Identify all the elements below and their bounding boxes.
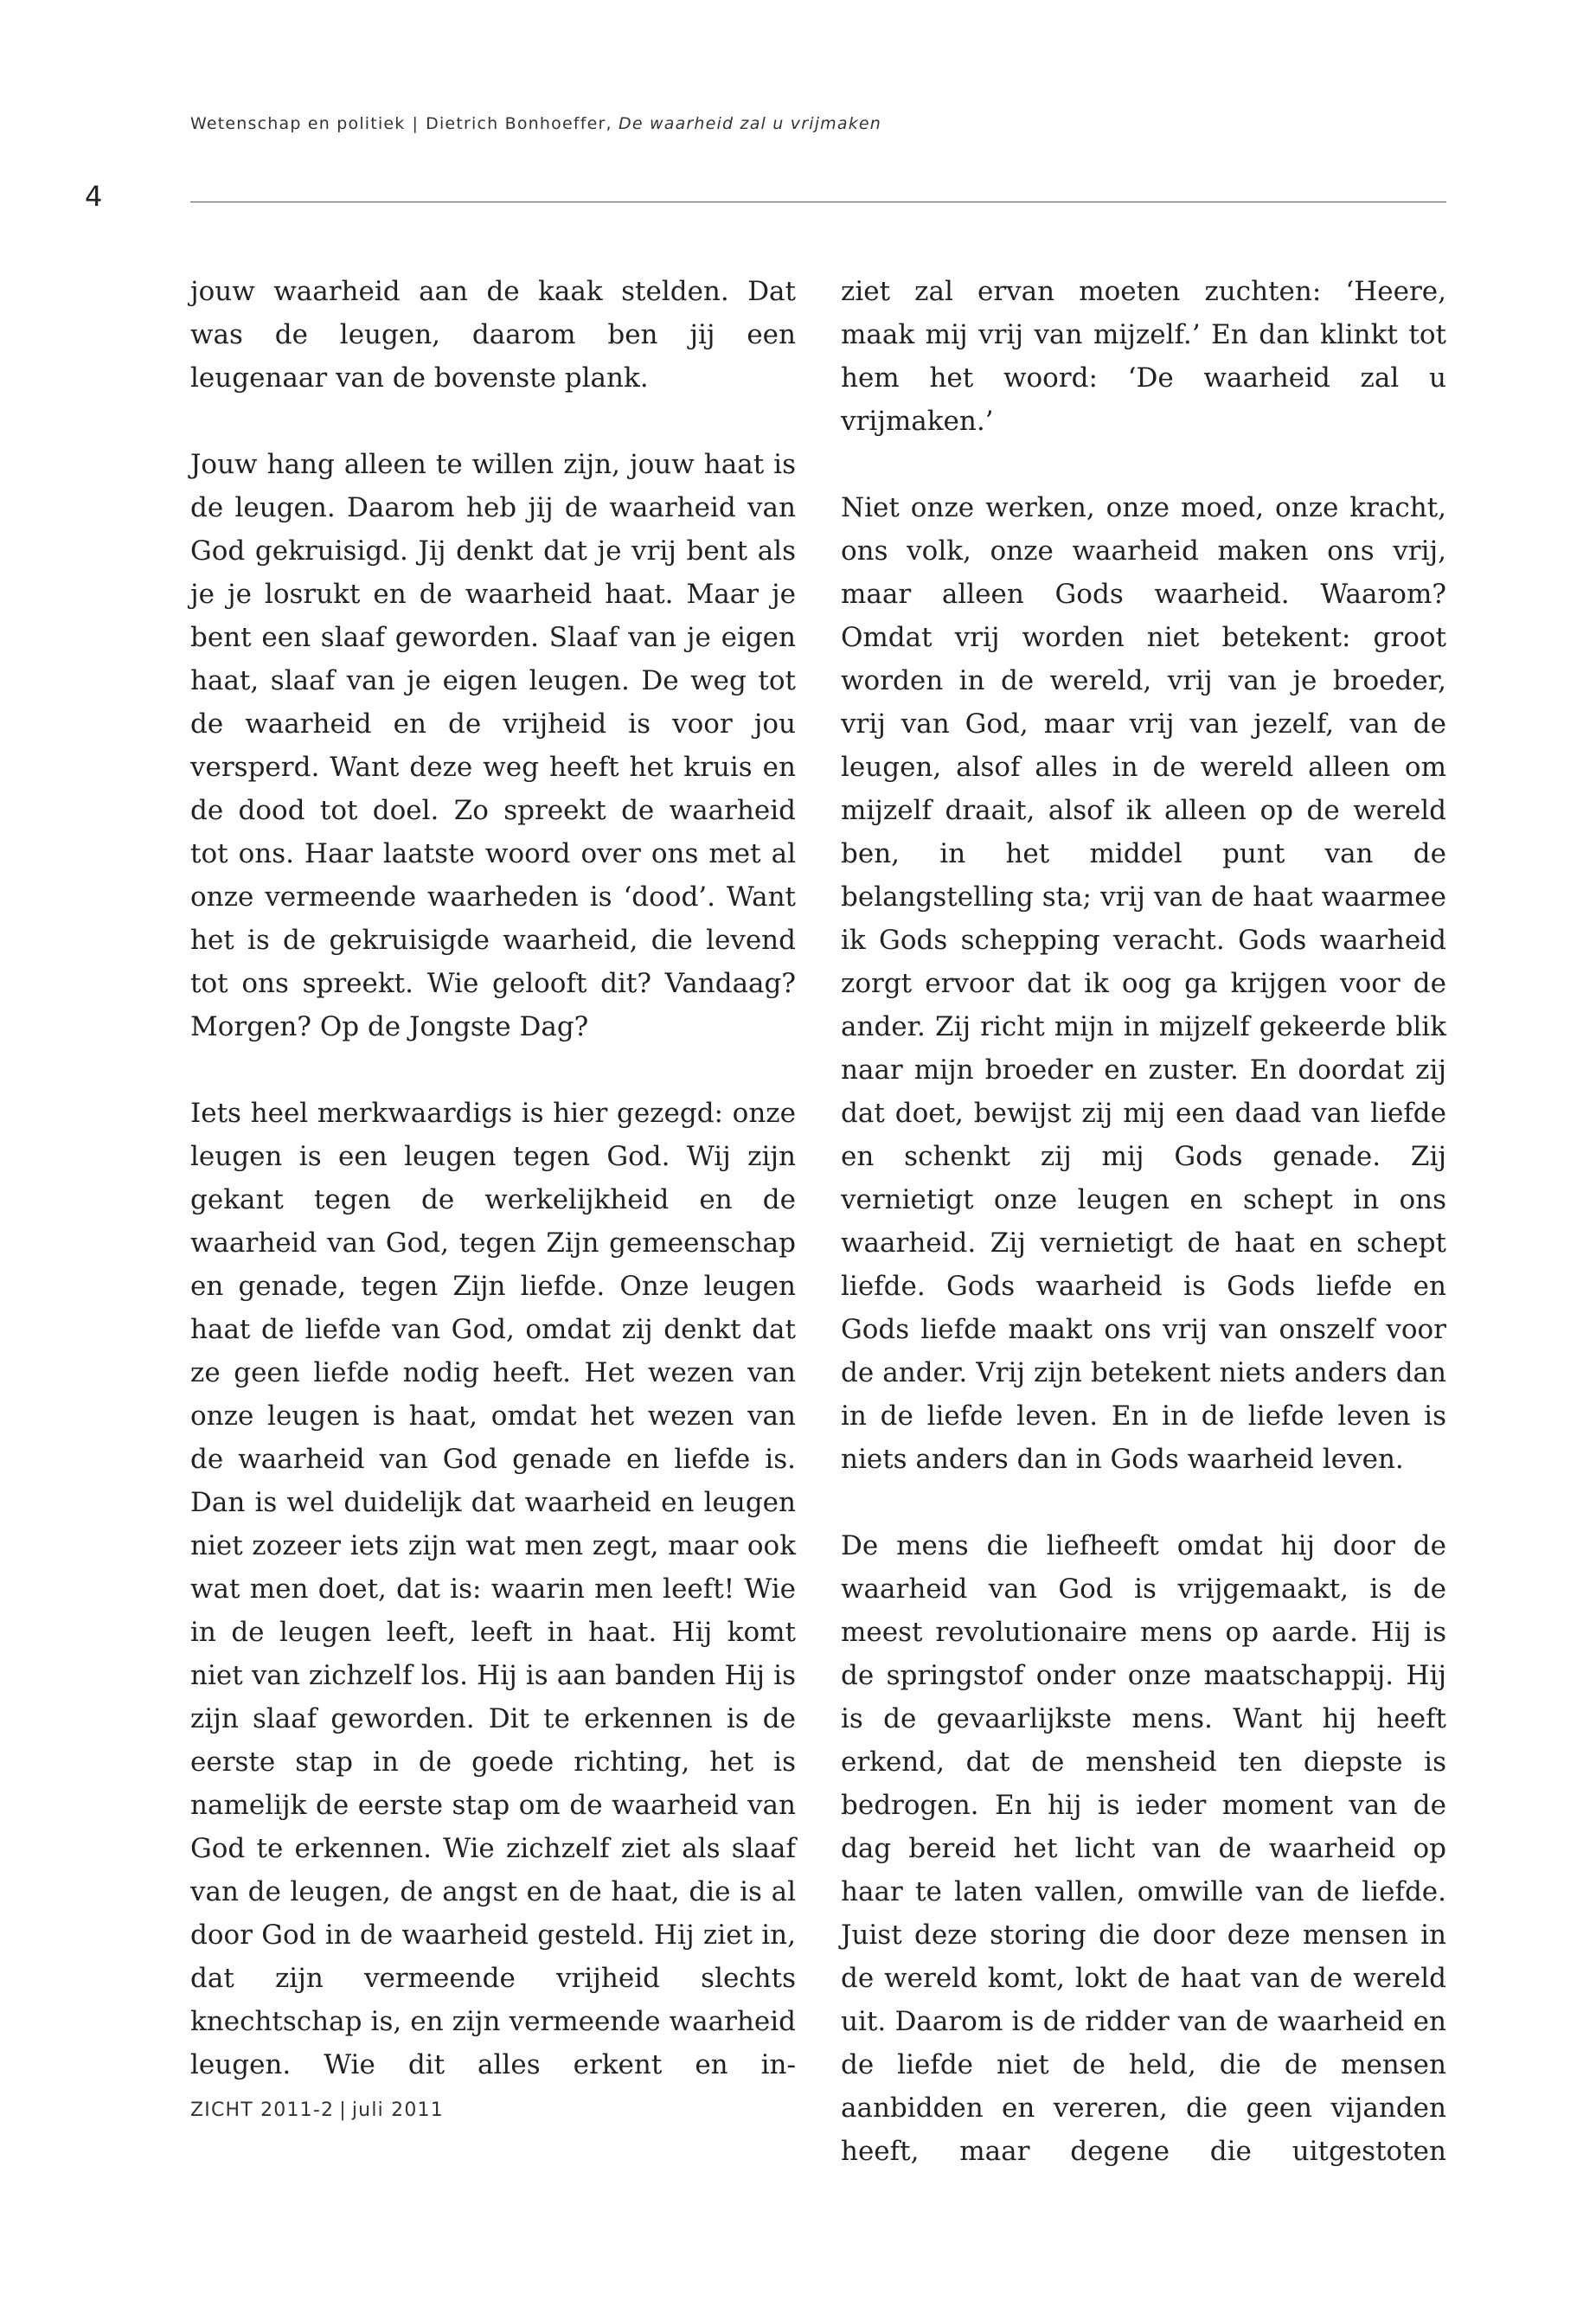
- paragraph: ziet zal ervan moeten zuchten: ‘Heere, maak mij vrij van mijzelf.’ En dan klinkt tot hem het woord: ‘De waarheid zal u vrijmaken.’: [841, 276, 1446, 437]
- left-text-column: [190, 270, 796, 2086]
- paragraph: Niet onze werken, onze moed, onze kracht, ons volk, onze waarheid maken ons vrij, maar alleen Gods waarheid. Waarom? Omdat vrij worden niet betekent: groot worden in de wereld, vrij van je broeder, vrij van God, maar vrij van jezelf, van de leugen, alsof alles in de wereld alleen om mijzelf draait, alsof ik alleen op de wereld ben, in het middel punt van de belangstelling sta; vrij van de haat waarmee ik Gods schepping veracht. Gods waarheid zorgt ervoor dat ik oog ga krijgen voor de ander. Zij richt mijn in mijzelf gekeerde blik naar mijn broeder en zuster. En doordat zij dat doet, bewijst zij mij een daad van liefde en schenkt zij mij Gods genade. Zij vernietigt onze leugen en schept in ons waarheid. Zij vernietigt de haat en schept liefde. Gods waarheid is Gods liefde en Gods liefde maakt ons vrij van onszelf voor de ander. Vrij zijn betekent niets anders dan in de liefde leven. En in de liefde leven is niets anders dan in Gods waarheid leven.: [841, 492, 1446, 1475]
- header-section: Wetenschap en politiek: [190, 114, 406, 133]
- paragraph: De mens die liefheeft omdat hij door de waarheid van God is vrijgemaakt, is de meest revolutionaire mens op aarde. Hij is de springstof onder onze maatschappij. Hij is de gevaarlijkste mens. Want hij heeft erkend, dat de mensheid ten diepste is bedrogen. En hij is ieder moment van de dag bereid het licht van de waarheid op haar te laten vallen, omwille van de liefde. Juist deze storing die door deze mensen in de wereld komt, lokt de haat van de wereld uit. Daarom is de ridder van de waarheid en de liefde niet de held, die de mensen aanbidden en vereren, die geen vijanden heeft, maar degene die uitgestoten: [841, 1530, 1446, 2167]
- paragraph: Iets heel merkwaardigs is hier gezegd: onze leugen is een leugen tegen God. Wij zijn gekant tegen de werkelijkheid en de waarheid van God, tegen Zijn gemeenschap en genade, tegen Zijn liefde. Onze leugen haat de liefde van God, omdat zij denkt dat ze geen liefde nodig heeft. Het wezen van onze leugen is haat, omdat het wezen van de waarheid van God genade en liefde is. Dan is wel duidelijk dat waarheid en leugen niet zozeer iets zijn wat men zegt, maar ook wat men doet, dat is: waarin men leeft! Wie in de leugen leeft, leeft in haat. Hij komt niet van zichzelf los. Hij is aan banden Hij is zijn slaaf geworden. Dit te erkennen is de eerste stap in de goede richting, het is namelijk de eerste stap om de waarheid van God te erkennen. Wie zichzelf ziet als slaaf van de leugen, de angst en de haat, die is al door God in de waarheid gesteld. Hij ziet in, dat zijn vermeende vrijheid slechts knechtschap is, en zijn vermeende waarheid leugen. Wie dit alles erkent en in-: [190, 1098, 796, 2080]
- paragraph: Jouw hang alleen te willen zijn, jouw haat is de leugen. Daarom heb jij de waarheid van God gekruisigd. Jij denkt dat je vrij bent als je je losrukt en de waarheid haat. Maar je bent een slaaf geworden. Slaaf van je eigen haat, slaaf van je eigen leugen. De weg tot de waarheid en de vrijheid is voor jou versperd. Want deze weg heeft het kruis en de dood tot doel. Zo spreekt de waarheid tot ons. Haar laatste woord over ons met al onze vermeende waarheden is ‘dood’. Want het is de gekruisigde waarheid, die levend tot ons spreekt. Wie gelooft dit? Vandaag? Morgen? Op de Jongste Dag?: [190, 449, 796, 1042]
- header-separator: |: [412, 114, 420, 133]
- page-footer: [190, 2099, 444, 2121]
- header-author: Dietrich Bonhoeffer,: [426, 114, 612, 133]
- running-header: [190, 114, 881, 133]
- right-text-column: [841, 270, 1446, 2173]
- footer-date: juli 2011: [351, 2099, 444, 2121]
- footer-magazine: ZICHT 2011-2: [190, 2099, 335, 2121]
- page-number: 4: [85, 180, 103, 213]
- header-article-title: De waarheid zal u vrijmaken: [619, 114, 882, 133]
- footer-separator: |: [339, 2099, 347, 2121]
- paragraph: jouw waarheid aan de kaak stelden. Dat was de leugen, daarom ben jij een leugenaar van de bovenste plank.: [190, 276, 796, 394]
